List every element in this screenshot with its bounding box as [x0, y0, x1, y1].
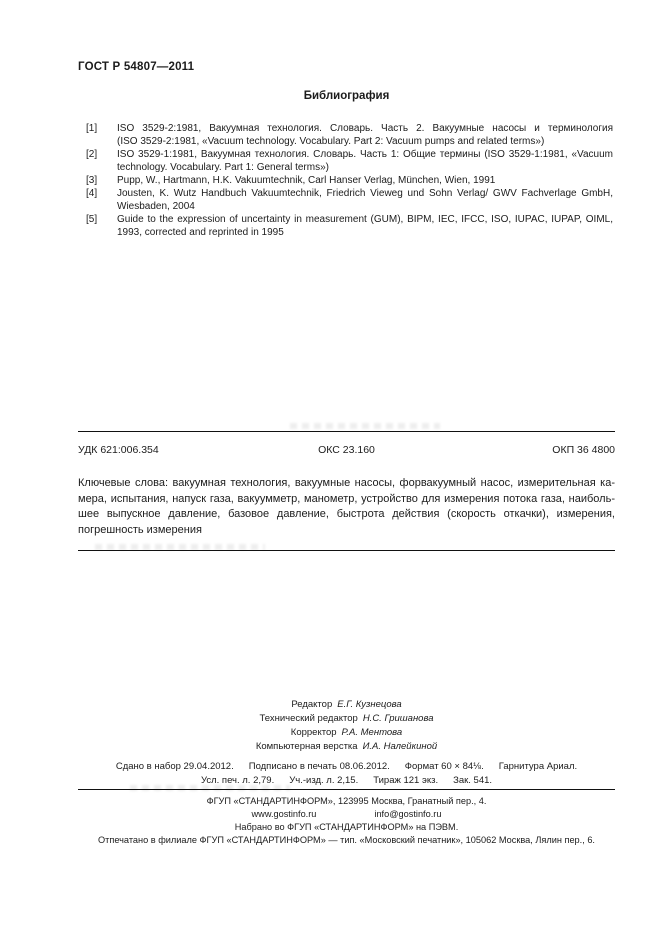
section-title: Библиография — [303, 90, 390, 102]
imprint-item: Тираж 121 экз. — [373, 775, 439, 786]
scan-artifact — [130, 785, 290, 791]
bib-entry-text — [117, 213, 613, 239]
imprint-item: Формат 60 × 84⅛. — [404, 761, 484, 772]
horizontal-rule — [78, 431, 615, 432]
bib-entry-line: 1993, corrected and reprinted in 1995 — [117, 227, 284, 238]
imprint-item: Уч.-изд. л. 2,15. — [289, 775, 359, 786]
publisher-typeset-note: Набрано во ФГУП «СТАНДАРТИНФОРМ» на ПЭВМ. — [234, 822, 459, 832]
bibliography-entry — [86, 213, 613, 239]
imprint-item: Сдано в набор 29.04.2012. — [115, 761, 234, 772]
horizontal-rule — [78, 789, 615, 790]
keywords-line: шее выпускное давление, базовое давление, быстрота действия (скорость откачки), измерения, — [78, 508, 615, 521]
publisher-website: www.gostinfo.ru — [251, 809, 317, 819]
imprint-block — [78, 760, 615, 788]
scan-artifact — [290, 423, 440, 429]
bib-entry-line: technology. Vocabulary. Part 1: General terms») — [117, 162, 329, 173]
bib-entry-text — [117, 148, 613, 174]
bib-ref-number: [4] — [86, 188, 98, 199]
bib-entry-line: Guide to the expression of uncertainty in measurement (GUM), BIPM, IEC, IFCC, ISO, IUPAC, IUPAP, OIML, — [117, 214, 613, 225]
staff-name: Н.С. Гришанова — [362, 713, 434, 724]
imprint-item: Подписано в печать 08.06.2012. — [248, 761, 390, 772]
staff-credits — [78, 698, 615, 754]
staff-line — [78, 726, 615, 740]
publisher-contacts — [64, 808, 629, 821]
bib-entry-line: ISO 3529-2:1981, Вакуумная технология. Словарь. Часть 2. Вакуумные насосы и терминология — [117, 123, 613, 134]
oks-code: ОКС 23.160 — [318, 444, 375, 456]
staff-role: Корректор — [290, 727, 337, 738]
bib-ref-number: [2] — [86, 149, 98, 160]
staff-role: Технический редактор — [259, 713, 358, 724]
bib-entry-line: ISO 3529-1:1981, Вакуумная технология. Словарь. Часть 1: Общие термины (ISO 3529-1:1981, «Vacuum — [117, 149, 613, 160]
keywords-paragraph — [78, 476, 615, 538]
keywords-line: погрешность измерения — [78, 523, 202, 536]
udk-code: УДК 621:006.354 — [78, 444, 159, 456]
staff-name: Р.А. Ментова — [341, 727, 403, 738]
bib-entry-line: Pupp, W., Hartmann, H.K. Vakuumtechnik, Carl Hanser Verlag, München, Wien, 1991 — [117, 175, 496, 186]
bib-entry-text — [117, 187, 613, 213]
bib-entry-text — [117, 122, 613, 148]
imprint-line — [78, 760, 615, 774]
bibliography-list — [86, 122, 613, 239]
publisher-email: info@gostinfo.ru — [374, 809, 442, 819]
staff-name: Е.Г. Кузнецова — [337, 699, 402, 710]
classification-row — [78, 444, 615, 456]
bibliography-entry — [86, 122, 613, 148]
bibliography-entry — [86, 148, 613, 174]
doc-number: ГОСТ Р 54807—2011 — [78, 61, 195, 73]
staff-role: Компьютерная верстка — [255, 741, 358, 752]
keywords-line: Ключевые слова: вакуумная технология, вакуумные насосы, форвакуумный насос, измерительная ка- — [78, 477, 615, 489]
publisher-block — [64, 795, 629, 847]
bibliography-entry — [86, 187, 613, 213]
imprint-item: Усл. печ. л. 2,79. — [200, 775, 275, 786]
publisher-printed-note: Отпечатано в филиале ФГУП «СТАНДАРТИНФОРМ» — тип. «Московский печатник», 105062 Москва, Лялин пер., 6. — [98, 835, 595, 845]
bib-ref-number: [1] — [86, 123, 98, 134]
bib-entry-text — [117, 174, 613, 187]
okp-code: ОКП 36 4800 — [552, 444, 615, 456]
bib-ref-number: [5] — [86, 214, 98, 225]
bib-ref-number: [3] — [86, 175, 98, 186]
staff-name: И.А. Налейкиной — [362, 741, 438, 752]
bibliography-entry — [86, 174, 613, 187]
horizontal-rule — [78, 550, 615, 551]
imprint-item: Зак. 541. — [453, 775, 493, 786]
bib-entry-line: Jousten, K. Wutz Handbuch Vakuumtechnik, Friedrich Vieweg und Sohn Verlag/ GWV Fachverlage GmbH, — [117, 188, 613, 199]
bib-entry-line: (ISO 3529-2:1981, «Vacuum technology. Vocabulary. Part 2: Vacuum pumps and related terms») — [117, 136, 545, 147]
staff-line — [78, 712, 615, 726]
publisher-address: ФГУП «СТАНДАРТИНФОРМ», 123995 Москва, Гранатный пер., 4. — [206, 796, 487, 806]
staff-line — [78, 740, 615, 754]
keywords-line: мера, испытания, напуск газа, вакуумметр, манометр, устройство для измерения потока газа, наиболь- — [78, 492, 615, 505]
bib-entry-line: Wiesbaden, 2004 — [117, 201, 195, 212]
imprint-item: Гарнитура Ариал. — [498, 761, 578, 772]
staff-role: Редактор — [291, 699, 333, 710]
staff-line — [78, 698, 615, 712]
